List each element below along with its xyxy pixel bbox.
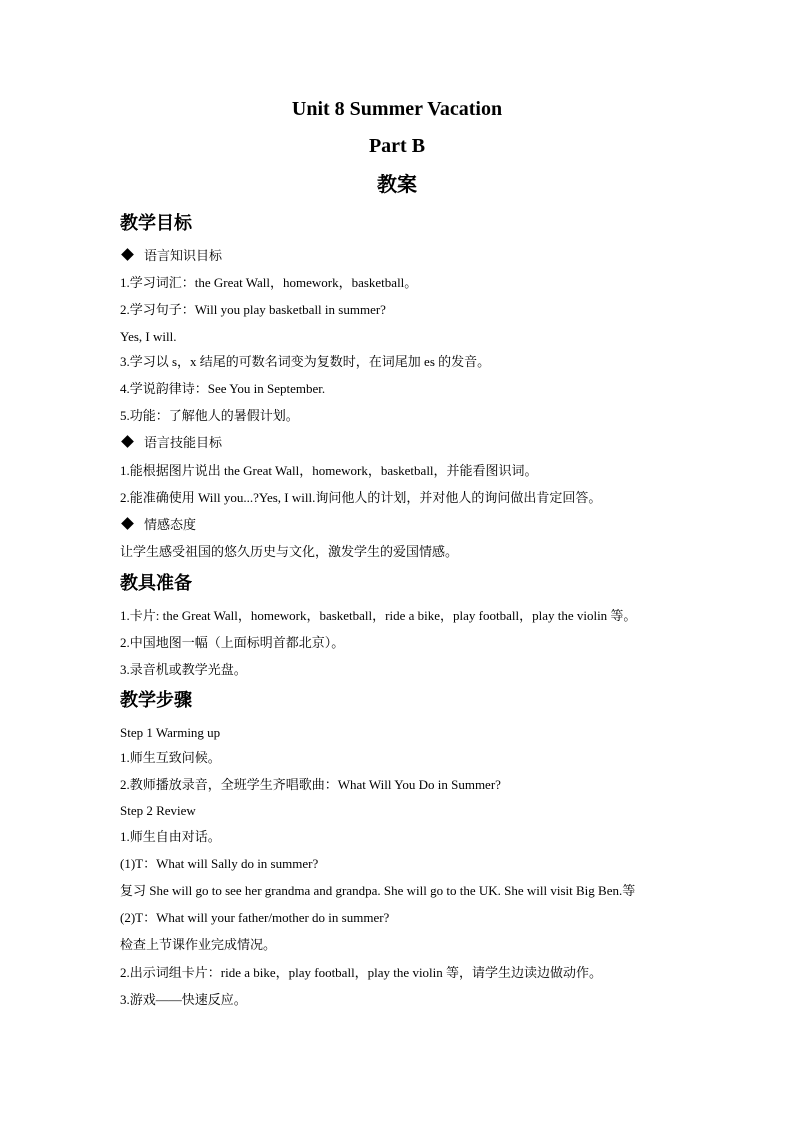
text-line: 5.功能：了解他人的暑假计划。	[120, 408, 299, 423]
text-line: 2.学习句子：Will you play basketball in summer?	[120, 302, 386, 317]
text-line: 2.出示词组卡片：ride a bike，play football，play the violin 等，请学生边读边做动作。	[120, 965, 603, 980]
text-line: 让学生感受祖国的悠久历史与文化，激发学生的爱国情感。	[120, 544, 459, 559]
text-line: Yes, I will.	[120, 329, 177, 344]
diamond-bullet-icon	[121, 435, 134, 448]
bullet-label: 情感态度	[144, 517, 197, 532]
bullet-label: 语言知识目标	[144, 248, 223, 263]
diamond-bullet-icon	[121, 517, 134, 530]
step-title: Step 2 Review	[120, 803, 196, 818]
document-type-label: 教案	[377, 172, 417, 196]
section-heading-objectives: 教学目标	[120, 213, 192, 234]
text-line: (1)T：What will Sally do in summer?	[120, 856, 319, 871]
text-line: 2.中国地图一幅（上面标明首都北京）。	[120, 635, 345, 650]
text-line: 1.师生互致问候。	[120, 750, 221, 765]
text-line: 复习 She will go to see her grandma and grandpa. She will go to the UK. She will visit Big Ben.等	[120, 883, 636, 898]
text-line: 3.游戏——快速反应。	[120, 992, 247, 1007]
section-heading-materials: 教具准备	[120, 573, 192, 594]
bullet-label: 语言技能目标	[144, 435, 223, 450]
text-line: 1.学习词汇：the Great Wall，homework，basketball。	[120, 275, 418, 290]
text-line: 检查上节课作业完成情况。	[120, 937, 277, 952]
text-line: 1.卡片: the Great Wall，homework，basketball，ride a bike，play football，play the violin 等。	[120, 608, 637, 623]
text-line: 1.能根据图片说出 the Great Wall，homework，basketball，并能看图识词。	[120, 463, 538, 478]
section-heading-steps: 教学步骤	[120, 690, 192, 711]
step-title: Step 1 Warming up	[120, 725, 221, 740]
document-title: Unit 8 Summer Vacation	[291, 98, 503, 120]
text-line: (2)T：What will your father/mother do in summer?	[120, 910, 390, 925]
bullet-item-skills	[120, 434, 222, 452]
text-line: 1.师生自由对话。	[120, 829, 221, 844]
diamond-bullet-icon	[121, 248, 134, 261]
bullet-item-knowledge	[120, 247, 222, 265]
text-line: 2.能准确使用 Will you...?Yes, I will.询问他人的计划，并对他人的询问做出肯定回答。	[120, 490, 602, 505]
bullet-item-attitude	[120, 516, 196, 534]
document-subtitle: Part B	[368, 135, 426, 157]
text-line: 3.学习以 s，x 结尾的可数名词变为复数时，在词尾加 es 的发音。	[120, 354, 491, 369]
text-line: 3.录音机或教学光盘。	[120, 662, 247, 677]
text-line: 2.教师播放录音，全班学生齐唱歌曲：What Will You Do in Summer?	[120, 777, 501, 792]
text-line: 4.学说韵律诗：See You in September.	[120, 381, 326, 396]
